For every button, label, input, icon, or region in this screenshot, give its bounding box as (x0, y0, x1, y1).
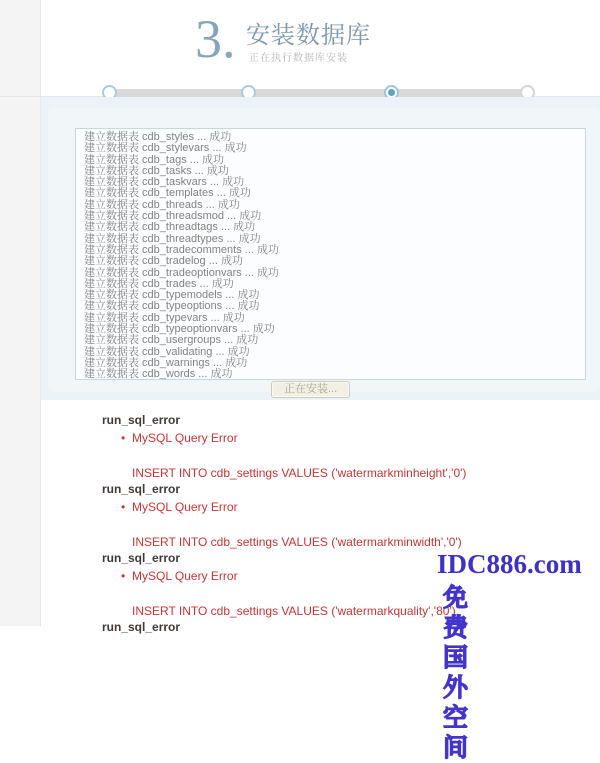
log-line: 建立数据表 cdb_threadtags ... 成功 (84, 221, 256, 234)
page-left-gutter (0, 0, 41, 626)
watermark-slogan: 免费国外空间 (443, 583, 471, 762)
log-line: 建立数据表 cdb_templates ... 成功 (84, 187, 251, 200)
log-line: 建立数据表 cdb_typevars ... 成功 (84, 311, 245, 324)
log-line: 建立数据表 cdb_typeoptions ... 成功 (84, 300, 260, 313)
error-heading: run_sql_error (102, 482, 181, 496)
error-sql: INSERT INTO cdb_settings VALUES ('watermarkminheight','0') (132, 466, 467, 480)
progress-active-dot (388, 89, 395, 96)
log-line: 建立数据表 cdb_tasks ... 成功 (84, 164, 229, 177)
log-line: 建立数据表 cdb_threadtypes ... 成功 (84, 232, 261, 245)
log-line: 建立数据表 cdb_stylevars ... 成功 (84, 142, 247, 155)
page-subtitle: 正在执行数据库安装 (249, 53, 348, 64)
error-heading: run_sql_error (102, 413, 181, 427)
log-line: 建立数据表 cdb_typemodels ... 成功 (84, 289, 260, 302)
log-line: 建立数据表 cdb_trades ... 成功 (84, 277, 234, 290)
log-line: 建立数据表 cdb_words ... 成功 (84, 368, 233, 380)
log-line: 建立数据表 cdb_tradeoptionvars ... 成功 (84, 266, 280, 279)
log-line: 建立数据表 cdb_tradecomments ... 成功 (84, 243, 279, 256)
error-bullet-text: • MySQL Query Error (102, 569, 572, 583)
error-heading-trailing: run_sql_error (102, 620, 181, 634)
watermark-site-name: IDC886.com (437, 549, 582, 579)
log-line: 建立数据表 cdb_usergroups ... 成功 (84, 334, 259, 347)
log-line: 建立数据表 cdb_threadsmod ... 成功 (84, 210, 262, 223)
error-block (102, 413, 572, 480)
log-line: 建立数据表 cdb_warnings ... 成功 (84, 356, 248, 369)
log-line: 建立数据表 cdb_typeoptionvars ... 成功 (84, 323, 275, 336)
error-sql: INSERT INTO cdb_settings VALUES ('watermarkminwidth','0') (132, 535, 462, 549)
log-line: 建立数据表 cdb_tags ... 成功 (84, 153, 224, 166)
step-number: 3. (195, 9, 236, 69)
error-bullet-text: • MySQL Query Error (102, 431, 572, 445)
progress-track (103, 89, 535, 97)
log-line: 建立数据表 cdb_tradelog ... 成功 (84, 255, 243, 268)
log-line: 建立数据表 cdb_validating ... 成功 (84, 345, 250, 358)
error-sql: INSERT INTO cdb_settings VALUES ('watermarkquality','80') (132, 604, 456, 618)
error-bullet-text: • MySQL Query Error (102, 500, 572, 514)
installing-button[interactable]: 正在安装... (271, 381, 350, 398)
error-block (102, 551, 572, 618)
error-block (102, 482, 572, 549)
log-line: 建立数据表 cdb_taskvars ... 成功 (84, 176, 245, 189)
error-section (102, 413, 572, 634)
page-title: 安装数据库 (246, 22, 371, 49)
log-line: 建立数据表 cdb_threads ... 成功 (84, 198, 240, 211)
error-heading: run_sql_error (102, 551, 181, 565)
log-line: 建立数据表 cdb_styles ... 成功 (84, 131, 232, 143)
install-log (75, 128, 586, 380)
